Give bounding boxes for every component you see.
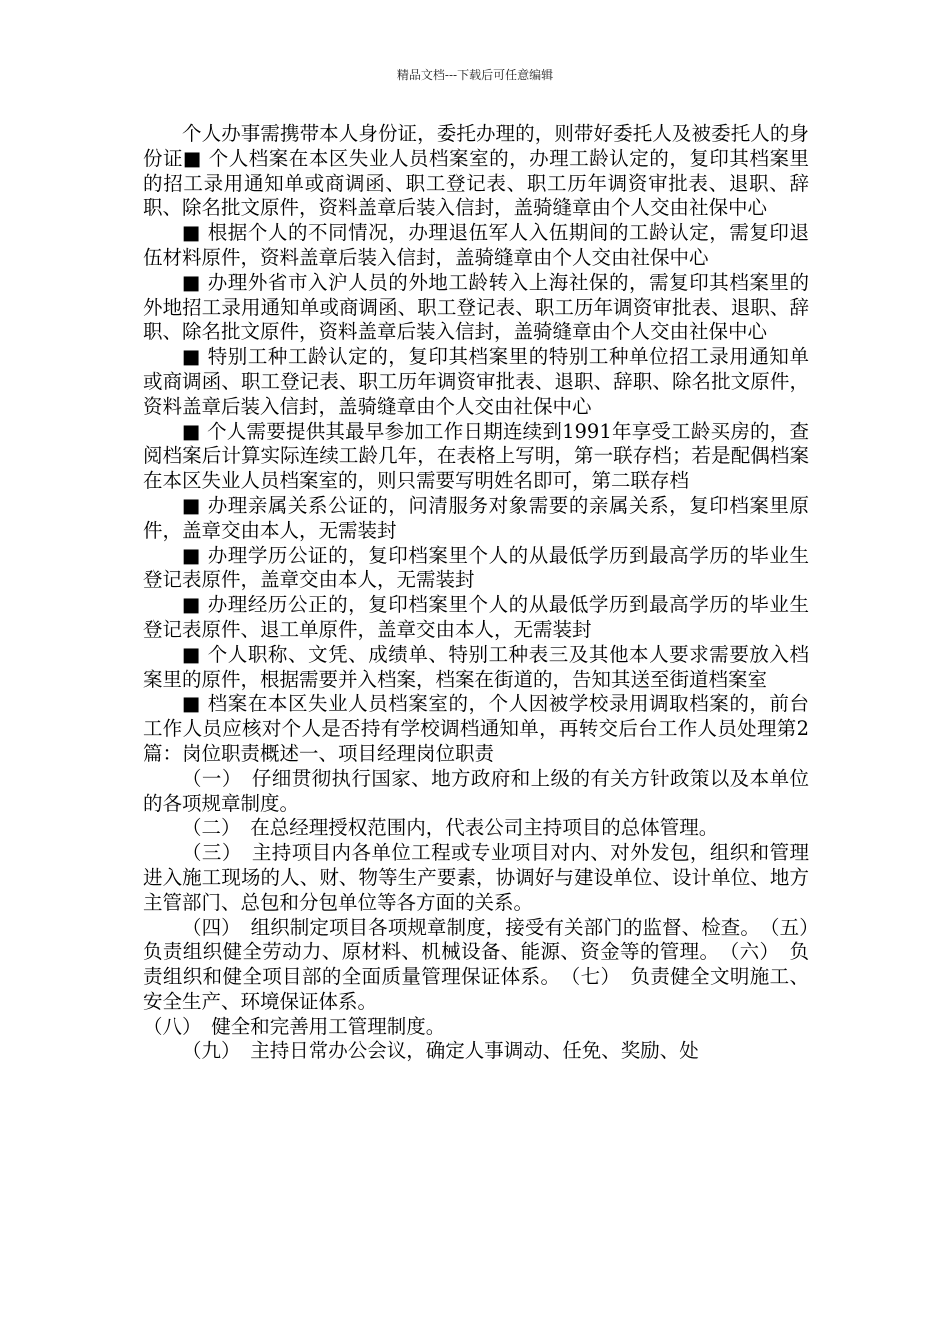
page-header: 精品文档---下载后可任意编辑 [396, 68, 554, 82]
paragraph: （九） 主持日常办公会议，确定人事调动、任免、奖励、处 [182, 1039, 699, 1063]
paragraph: （三） 主持项目内各单位工程或专业项目对内、对外发包，组织和管理进入施工现场的人、财、物等生产要素，协调好与建设单位、设计单位、地方主管部门、总包和分包单位等各方面的关系。 [143, 841, 809, 914]
paragraph: （二） 在总经理授权范围内，代表公司主持项目的总体管理。 [182, 816, 719, 840]
paragraph: ■ 个人职称、文凭、成绩单、特别工种表三及其他本人要求需要放入档案里的原件，根据需要并入档案，档案在街道的，告知其送至街道档案室 [143, 642, 809, 691]
paragraph: 个人办事需携带本人身份证，委托办理的，则带好委托人及被委托人的身份证■ 个人档案在本区失业人员档案室的，办理工龄认定的，复印其档案里的招工录用通知单或商调函、职工登记表、职工历年调资审批表、退职、辞职、除名批文原件，资料盖章后装入信封，盖骑缝章由个人交由社保中心 [143, 122, 809, 220]
paragraph: ■ 根据个人的不同情况，办理退伍军人入伍期间的工龄认定，需复印退伍材料原件，资料盖章后装入信封，盖骑缝章由个人交由社保中心 [143, 221, 809, 269]
paragraph: ■ 办理经历公正的，复印档案里个人的从最低学历到最高学历的毕业生登记表原件、退工单原件，盖章交由本人，无需装封 [143, 593, 809, 641]
paragraph: （八） 健全和完善用工管理制度。 [143, 1014, 446, 1038]
paragraph: （一） 仔细贯彻执行国家、地方政府和上级的有关方针政策以及本单位的各项规章制度。 [143, 766, 809, 815]
paragraph: ■ 办理外省市入沪人员的外地工龄转入上海社保的，需复印其档案里的外地招工录用通知单或商调函、职工登记表、职工历年调资审批表、退职、辞职、除名批文原件，资料盖章后装入信封，盖骑缝章由个人交由社保中心 [143, 270, 809, 344]
paragraph: ■ 特别工种工龄认定的，复印其档案里的特别工种单位招工录用通知单或商调函、职工登记表、职工历年调资审批表、退职、辞职、除名批文原件，资料盖章后装入信封，盖骑缝章由个人交由社保中心 [143, 345, 809, 418]
paragraph: （四） 组织制定项目各项规章制度，接受有关部门的监督、检查。 （五） 负责组织健全劳动力、原材料、机械设备、能源、资金等的管理。 （六） 负责组织和健全项目部的全面质量管理保证体系。 （七） 负责健全文明施工、安全生产、环境保证体系。 [143, 915, 829, 1013]
paragraph: ■ 档案在本区失业人员档案室的，个人因被学校录用调取档案的，前台工作人员应核对个人是否持有学校调档通知单，再转交后台工作人员处理第2篇：岗位职责概述一、项目经理岗位职责 [143, 692, 809, 765]
paragraph: ■ 个人需要提供其最早参加工作日期连续到1991年享受工龄买房的，查阅档案后计算实际连续工龄几年，在表格上写明，第一联存档；若是配偶档案在本区失业人员档案室的，则只需要写明姓名即可，第二联存档 [143, 419, 809, 493]
paragraph: ■ 办理学历公证的，复印档案里个人的从最低学历到最高学历的毕业生登记表原件，盖章交由本人，无需装封 [143, 543, 809, 592]
paragraph: ■ 办理亲属关系公证的，问清服务对象需要的亲属关系，复印档案里原件，盖章交由本人，无需装封 [143, 493, 809, 542]
document-body [143, 122, 829, 1064]
